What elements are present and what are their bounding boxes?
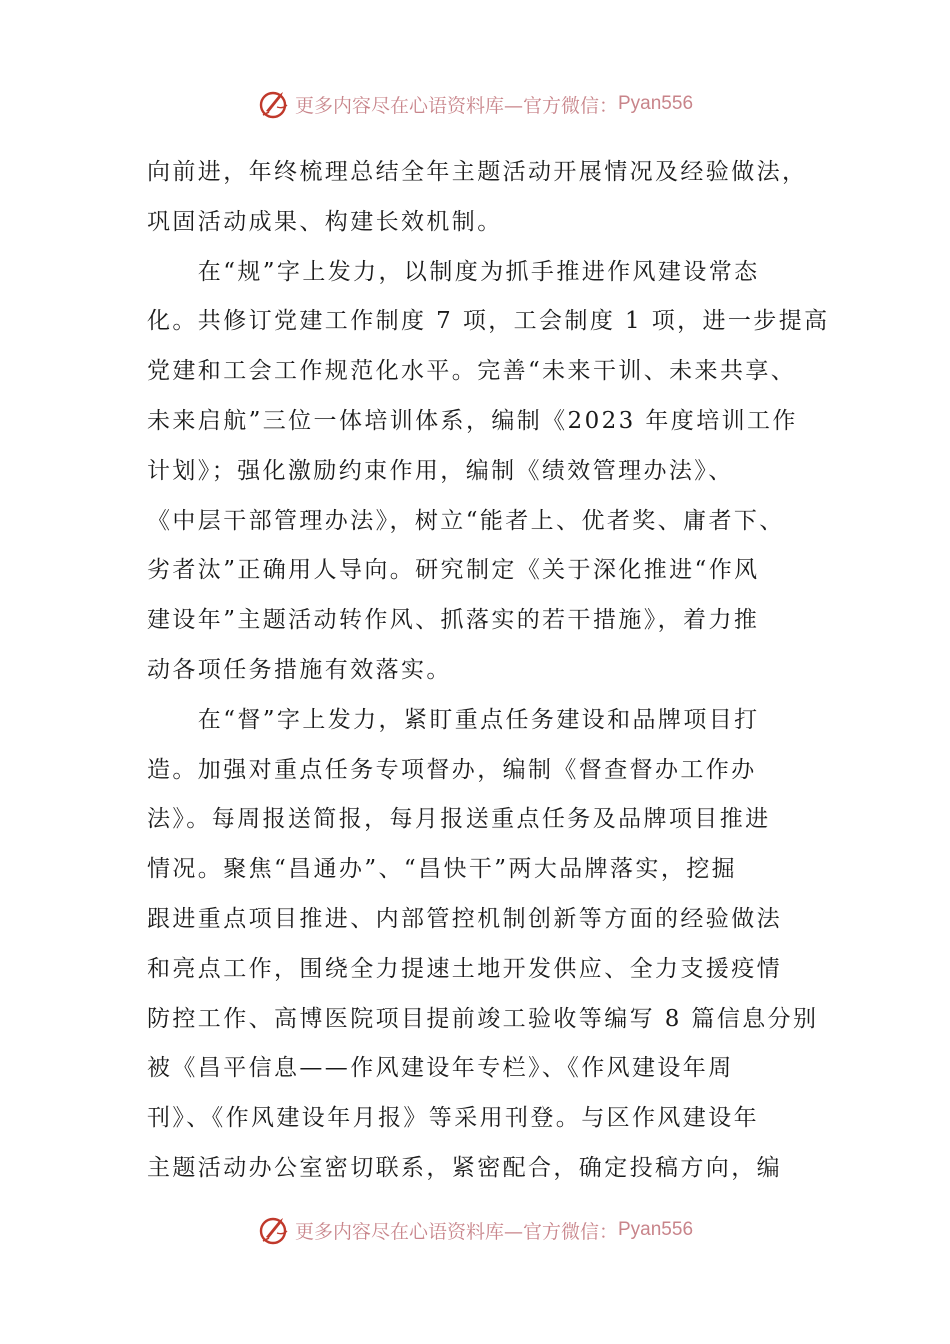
body-line: 向前进，年终梳理总结全年主题活动开展情况及经验做法， — [147, 159, 808, 185]
body-line: 动各项任务措施有效落实。 — [147, 656, 452, 683]
body-line: 在“规”字上发力，以制度为抓手推进作风建设常态 — [147, 258, 760, 285]
header-wechat-id: Pyan556 — [618, 93, 694, 114]
body-line: 主题活动办公室密切联系，紧密配合，确定投稿方向，编 — [147, 1154, 782, 1181]
body-line: 巩固活动成果、构建长效机制。 — [147, 208, 503, 235]
body-line: 被《昌平信息——作风建设年专栏》、《作风建设年周 — [147, 1055, 734, 1082]
body-line: 《中层干部管理办法》，树立“能者上、优者奖、庸者下、 — [147, 507, 785, 534]
header-banner — [0, 84, 950, 124]
body-line: 情况。聚焦“昌通办”、“昌快干”两大品牌落实，挖掘 — [147, 856, 738, 883]
body-line: 计划》；强化激励约束作用，编制《绩效管理办法》、 — [147, 457, 734, 484]
body-line: 劣者汰”正确用人导向。研究制定《关于深化推进“作风 — [147, 557, 760, 584]
footer-wechat-id: Pyan556 — [618, 1219, 694, 1240]
body-line: 防控工作、高博医院项目提前竣工验收等编写 8 篇信息分别 — [147, 1005, 819, 1032]
body-line: 造。加强对重点任务专项督办，编制《督查督办工作办 — [147, 756, 757, 783]
quill-logo-icon — [257, 1213, 291, 1247]
document-body — [147, 148, 830, 1194]
body-line: 建设年”主题活动转作风、抓落实的若干措施》，着力推 — [147, 607, 760, 634]
body-line: 党建和工会工作规范化水平。完善“未来干训、未来共享、 — [147, 358, 797, 385]
body-line: 和亮点工作，围绕全力提速土地开发供应、全力支援疫情 — [147, 955, 782, 982]
body-line: 跟进重点项目推进、内部管控机制创新等方面的经验做法 — [147, 905, 782, 932]
body-line: 在“督”字上发力，紧盯重点任务建设和品牌项目打 — [147, 706, 760, 733]
header-banner-text: 更多内容尽在心语资料库—官方微信： — [294, 94, 618, 117]
body-line: 化。共修订党建工作制度 7 项，工会制度 1 项，进一步提高 — [147, 308, 830, 335]
body-line: 未来启航”三位一体培训体系，编制《2023 年度培训工作 — [147, 407, 798, 434]
body-line: 刊》、《作风建设年月报》等采用刊登。与区作风建设年 — [147, 1105, 759, 1132]
footer-banner — [0, 1210, 950, 1250]
footer-banner-text: 更多内容尽在心语资料库—官方微信： — [294, 1220, 618, 1243]
quill-logo-icon — [257, 87, 291, 121]
body-line: 法》。每周报送简报，每月报送重点任务及品牌项目推进 — [147, 806, 771, 833]
